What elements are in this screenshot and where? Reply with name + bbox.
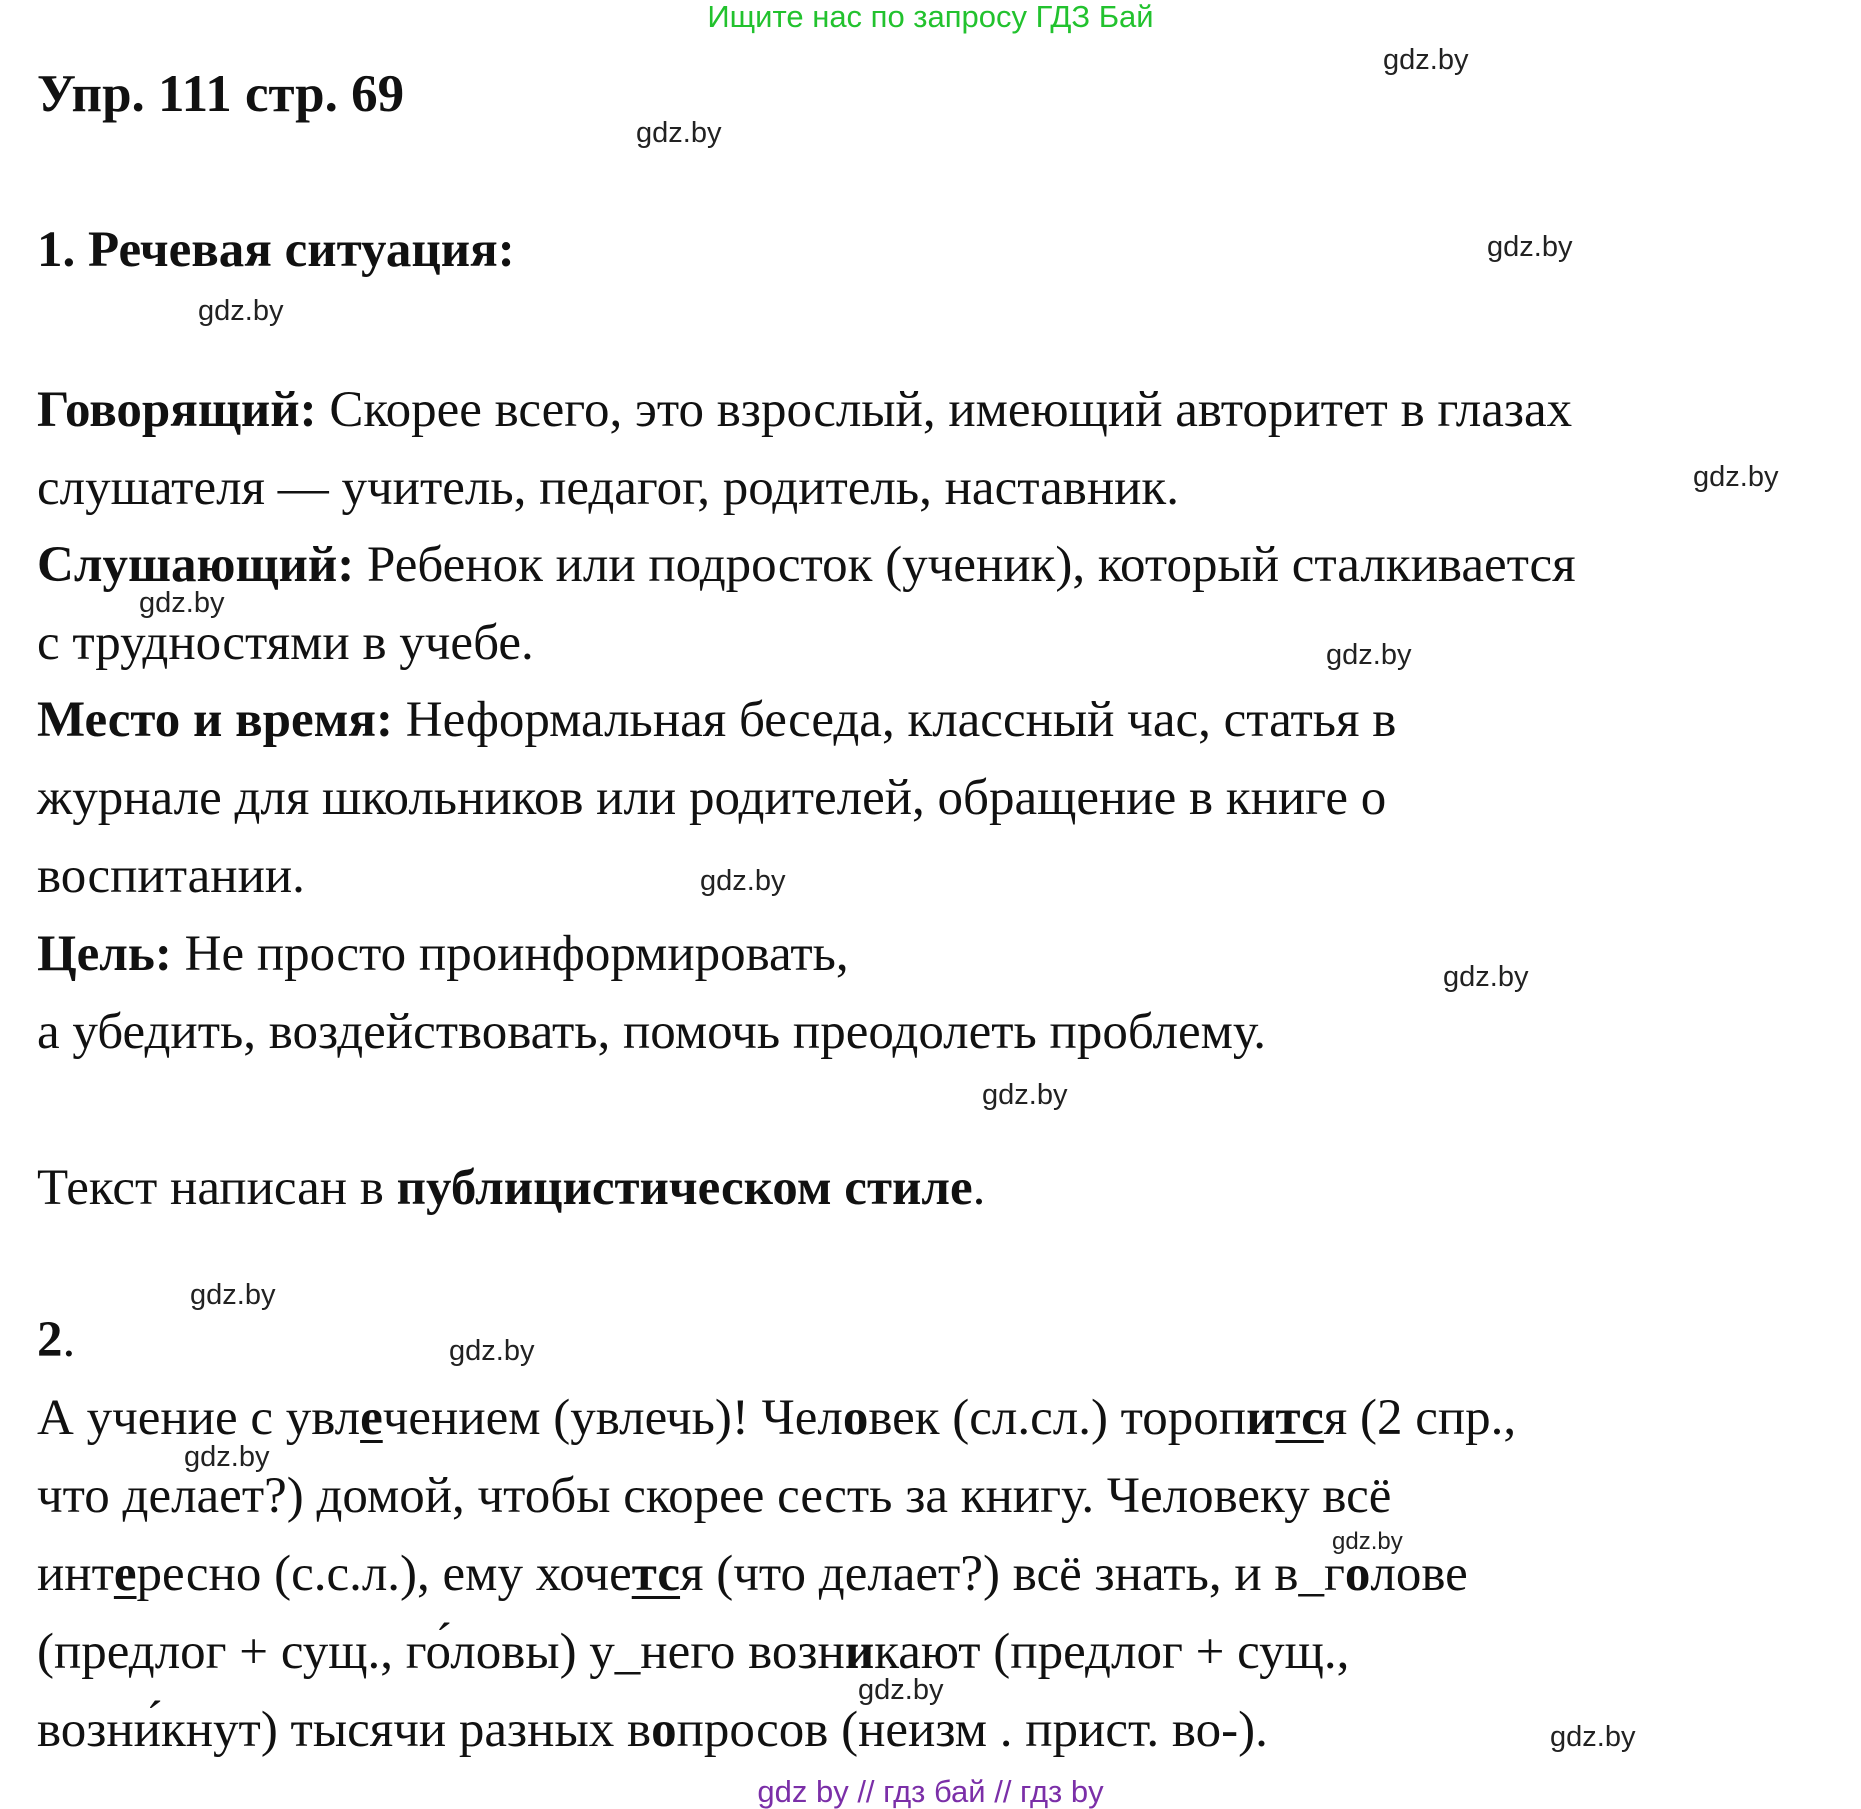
watermark: gdz.by xyxy=(636,117,722,149)
place-time-line-1 xyxy=(37,690,1396,750)
listener-line-2: с трудностями в учебе. xyxy=(37,615,534,671)
style-sentence xyxy=(37,1158,985,1218)
style-suffix: . xyxy=(972,1160,986,1216)
text-fragment: кают (предлог + сущ., xyxy=(874,1624,1350,1680)
watermark: gdz.by xyxy=(700,865,786,897)
text-fragment: инт xyxy=(37,1546,114,1602)
text2-line-2: что делает?) домой, чтобы скорее сесть за книгу. Человеку всё xyxy=(37,1468,1392,1524)
speaker-line-1 xyxy=(37,380,1572,440)
text2-line-3 xyxy=(37,1544,1468,1604)
watermark: gdz.by xyxy=(1326,639,1412,671)
watermark: gdz.by xyxy=(858,1674,944,1706)
watermark: gdz.by xyxy=(1487,231,1573,263)
listener-text: Ребенок или подросток (ученик), который сталкивается xyxy=(354,537,1576,593)
section-1-heading: 1. Речевая ситуация: xyxy=(37,222,515,278)
section-2-heading xyxy=(37,1310,75,1370)
place-time-text: Неформальная беседа, классный час, статья в xyxy=(392,692,1397,748)
place-time-line-2: журнале для школьников или родителей, обращение в книге о xyxy=(37,770,1387,826)
highlighted-letter: е xyxy=(113,1546,137,1602)
text2-line-5 xyxy=(37,1700,1268,1760)
text-fragment: я (что делает?) всё знать, и в_г xyxy=(680,1546,1345,1602)
highlighted-letter: и xyxy=(844,1624,875,1680)
goal-label: Цель: xyxy=(37,926,172,982)
speaker-text: Скорее всего, это взрослый, имеющий авторитет в глазах xyxy=(316,382,1573,438)
highlighted-letter: е xyxy=(360,1390,383,1446)
highlighted-letter: и xyxy=(1246,1390,1276,1446)
highlighted-letter: о xyxy=(1344,1546,1371,1602)
place-time-label: Место и время: xyxy=(37,692,393,748)
watermark: gdz.by xyxy=(1443,961,1529,993)
highlighted-letter: о xyxy=(651,1702,677,1758)
place-time-line-3: воспитании. xyxy=(37,848,305,904)
watermark: gdz.by xyxy=(190,1279,276,1311)
text-fragment: (предлог + сущ., го́ловы) у_него возн xyxy=(37,1624,845,1680)
listener-label: Слушающий: xyxy=(37,537,355,593)
watermark: gdz.by xyxy=(1693,461,1779,493)
highlighted-suffix: тс xyxy=(631,1546,681,1602)
section-2-dot: . xyxy=(62,1312,76,1368)
text-fragment: век (сл.сл.) тороп xyxy=(868,1390,1247,1446)
text-fragment: А учение с увл xyxy=(37,1390,361,1446)
watermark: gdz.by xyxy=(1550,1721,1636,1753)
watermark: gdz.by xyxy=(139,587,225,619)
style-name: публицистическом стиле xyxy=(396,1160,973,1216)
style-prefix: Текст написан в xyxy=(37,1160,397,1216)
watermark: gdz.by xyxy=(198,295,284,327)
listener-line-1 xyxy=(37,535,1576,595)
goal-text: Не просто проинформировать, xyxy=(171,926,849,982)
highlighted-suffix: тс xyxy=(1275,1390,1324,1446)
watermark: gdz.by xyxy=(1332,1528,1403,1555)
footer-links: gdz by // гдз бай // гдз by xyxy=(757,1774,1104,1809)
text-fragment: лове xyxy=(1370,1546,1468,1602)
watermark: gdz.by xyxy=(982,1079,1068,1111)
text-fragment: чением (увлечь)! Чел xyxy=(382,1390,843,1446)
highlighted-letter: о xyxy=(842,1390,869,1446)
watermark: gdz.by xyxy=(1383,44,1469,76)
text2-line-1 xyxy=(37,1388,1516,1448)
text-fragment: ресно (с.с.л.), ему хоче xyxy=(136,1546,632,1602)
speaker-label: Говорящий: xyxy=(37,382,317,438)
watermark: gdz.by xyxy=(449,1335,535,1367)
text-fragment: просов (неизм . прист. во-). xyxy=(676,1702,1268,1758)
text2-line-4 xyxy=(37,1622,1349,1682)
watermark: gdz.by xyxy=(184,1441,270,1473)
search-banner: Ищите нас по запросу ГДЗ Бай xyxy=(707,0,1154,34)
text-fragment: я (2 спр., xyxy=(1323,1390,1517,1446)
section-2-number: 2 xyxy=(37,1312,63,1368)
speaker-line-2: слушателя — учитель, педагог, родитель, наставник. xyxy=(37,460,1179,516)
text-fragment: возни́кнут) тысячи разных в xyxy=(37,1702,652,1758)
page-title: Упр. 111 стр. 69 xyxy=(37,65,405,123)
goal-line-2: а убедить, воздействовать, помочь преодолеть проблему. xyxy=(37,1004,1267,1060)
goal-line-1 xyxy=(37,924,849,984)
